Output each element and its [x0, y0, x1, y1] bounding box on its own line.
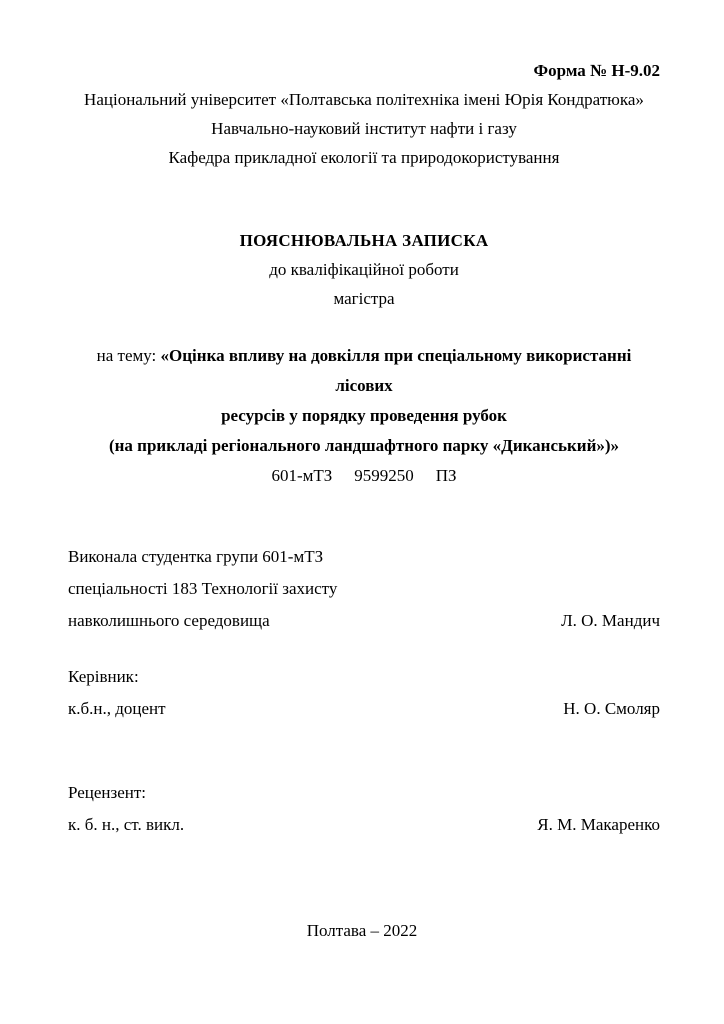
group-code: 601-мТЗ — [271, 466, 333, 485]
university-name: Національний університет «Полтавська політехніка імені Юрія Кондратюка» — [84, 90, 644, 109]
topic-title-part-2: ресурсів у порядку проведення рубок — [221, 406, 507, 425]
supervisor-label: Керівник: — [68, 667, 139, 686]
topic-title-part-3: (на прикладі регіонального ландшафтного парку «Диканський»)» — [108, 436, 620, 455]
author-line-2: спеціальності 183 Технології захисту — [68, 579, 338, 598]
code-line — [68, 461, 660, 491]
reviewer-block — [68, 777, 660, 841]
supervisor-title: к.б.н., доцент — [68, 699, 166, 718]
supervisor-block — [68, 661, 660, 725]
institute-name: Навчально-науковий інститут нафти і газу — [211, 119, 517, 138]
doc-subtitle-2: магістра — [333, 289, 395, 308]
topic-title-part-1: «Оцінка впливу на довкілля при спеціальному використанні лісових — [160, 346, 632, 395]
author-row — [68, 605, 660, 637]
reviewer-row — [68, 809, 660, 841]
footer-city-year: Полтава – 2022 — [306, 921, 418, 940]
author-line-3: навколишнього середовища — [68, 611, 270, 630]
topic-line-1 — [68, 341, 660, 401]
record-number: 9599250 — [354, 466, 414, 485]
reviewer-name: Я. М. Макаренко — [537, 815, 660, 834]
supervisor-name: Н. О. Смоляр — [563, 699, 660, 718]
reviewer-label: Рецензент: — [68, 783, 147, 802]
doc-title: ПОЯСНЮВАЛЬНА ЗАПИСКА — [239, 231, 489, 250]
form-number: Форма № Н-9.02 — [533, 61, 660, 80]
doc-title-block — [68, 226, 660, 313]
author-block — [68, 541, 660, 637]
doc-code: ПЗ — [435, 466, 457, 485]
topic-block — [68, 341, 660, 491]
header-block — [68, 85, 660, 172]
reviewer-title: к. б. н., ст. викл. — [68, 815, 185, 834]
doc-subtitle-1: до кваліфікаційної роботи — [269, 260, 459, 279]
author-line-1: Виконала студентка групи 601-мТЗ — [68, 547, 324, 566]
author-name: Л. О. Мандич — [561, 611, 660, 630]
topic-prefix: на тему: — [96, 346, 161, 365]
supervisor-row — [68, 693, 660, 725]
department-name: Кафедра прикладної екології та природокористування — [168, 148, 560, 167]
